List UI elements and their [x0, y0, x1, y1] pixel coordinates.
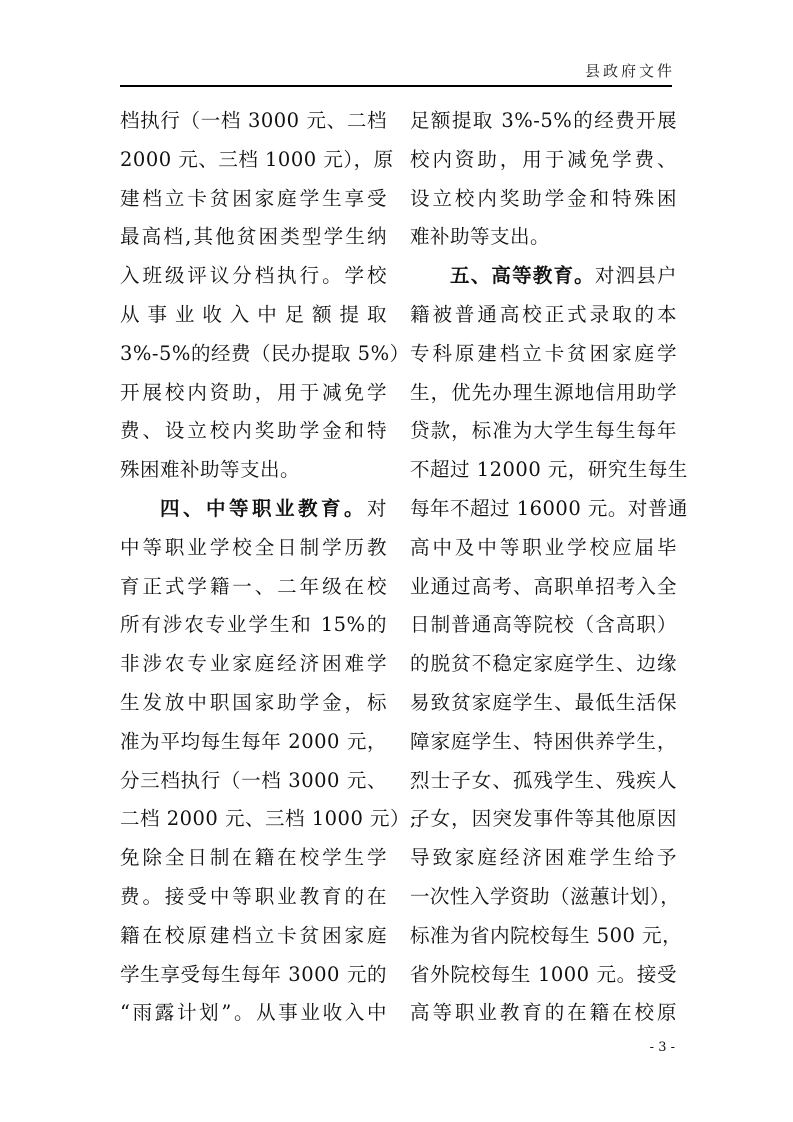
body-line: 从事业收入中足额提取: [120, 302, 387, 326]
body-line: 业通过高考、高职单招考入全: [410, 574, 677, 598]
body-line: 殊困难补助等支出。: [120, 458, 301, 482]
left-column: [120, 102, 418, 1033]
body-line: 每年不超过 16000 元。对普通: [410, 496, 688, 520]
header-title: 县政府文件: [584, 62, 675, 80]
body-line: 免除全日制在籍在校学生学: [120, 846, 387, 870]
body-line: 费。接受中等职业教育的在: [120, 884, 387, 908]
body-line: 二档 2000 元、三档 1000 元）;: [120, 807, 418, 831]
body-line: 高等职业教育的在籍在校原: [410, 1001, 677, 1025]
section-heading-line: [120, 490, 387, 529]
body-line: 开展校内资助，用于减免学: [120, 380, 387, 404]
body-line: 日制普通高等院校（含高职）: [410, 613, 677, 637]
heading-line-text: 对: [366, 496, 387, 520]
body-line: 高中及中等职业学校应届毕: [410, 535, 677, 559]
body-line: 易致贫家庭学生、最低生活保: [410, 690, 677, 714]
body-line: 籍在校原建档立卡贫困家庭: [120, 923, 387, 947]
body-line: 入班级评议分档执行。学校: [120, 264, 387, 288]
section-heading-line: [410, 257, 677, 296]
section-heading: 四、中等职业教育。: [160, 496, 367, 520]
body-line: 中等职业学校全日制学历教: [120, 535, 387, 559]
body-line: 的脱贫不稳定家庭学生、边缘: [410, 652, 677, 676]
body-line: 分三档执行（一档 3000 元、: [120, 768, 387, 792]
body-line: 贷款，标准为大学生每生每年: [410, 419, 677, 443]
body-line: 籍被普通高校正式录取的本: [410, 302, 677, 326]
body-line: 所有涉农专业学生和 15%的: [120, 613, 387, 637]
body-line: 费、设立校内奖助学金和特: [120, 419, 387, 443]
header-rule: [120, 85, 672, 87]
body-line: 建档立卡贫困家庭学生享受: [120, 186, 387, 210]
body-line: 设立校内奖助学金和特殊困: [410, 186, 677, 210]
heading-line-text: 对泗县户: [594, 264, 677, 288]
body-line: 2000 元、三档 1000 元），原: [120, 147, 394, 171]
body-line: 非涉农专业家庭经济困难学: [120, 652, 387, 676]
body-line: 校内资助，用于减免学费、: [410, 147, 677, 171]
body-line: 足额提取 3%-5%的经费开展: [410, 109, 677, 132]
body-line: 档执行（一档 3000 元、二档: [120, 109, 387, 132]
body-line: 最高档,其他贫困类型学生纳: [120, 225, 387, 249]
body-line: 育正式学籍一、二年级在校: [120, 574, 387, 598]
body-line: 不超过 12000 元，研究生每生: [410, 458, 688, 482]
body-line: 一次性入学资助（滋蕙计划），: [410, 884, 681, 908]
right-column: [410, 102, 688, 1033]
body-line: 障家庭学生、特困供养学生，: [410, 729, 677, 753]
page-number: - 3 -: [649, 1040, 675, 1055]
body-line: 省外院校每生 1000 元。接受: [410, 962, 677, 986]
body-line: 学生享受每生每年 3000 元的: [120, 962, 387, 986]
body-line: 生，优先办理生源地信用助学: [410, 380, 677, 404]
body-line: 3%-5%的经费（民办提取 5%）: [120, 341, 410, 365]
body-line: 专科原建档立卡贫困家庭学: [410, 341, 677, 365]
body-line: 子女，因突发事件等其他原因: [410, 807, 677, 831]
section-heading: 五、高等教育。: [450, 264, 595, 288]
body-line: 难补助等支出。: [410, 225, 551, 249]
body-line: 烈士子女、孤残学生、残疾人: [410, 768, 677, 792]
body-line: 生发放中职国家助学金，标: [120, 690, 387, 714]
body-line: 准为平均每生每年 2000 元，: [120, 729, 387, 753]
body-line: 标准为省内院校每生 500 元，: [410, 923, 683, 947]
body-line: 导致家庭经济困难学生给予: [410, 846, 677, 870]
body-line: “雨露计划”。从事业收入中: [120, 1001, 387, 1025]
